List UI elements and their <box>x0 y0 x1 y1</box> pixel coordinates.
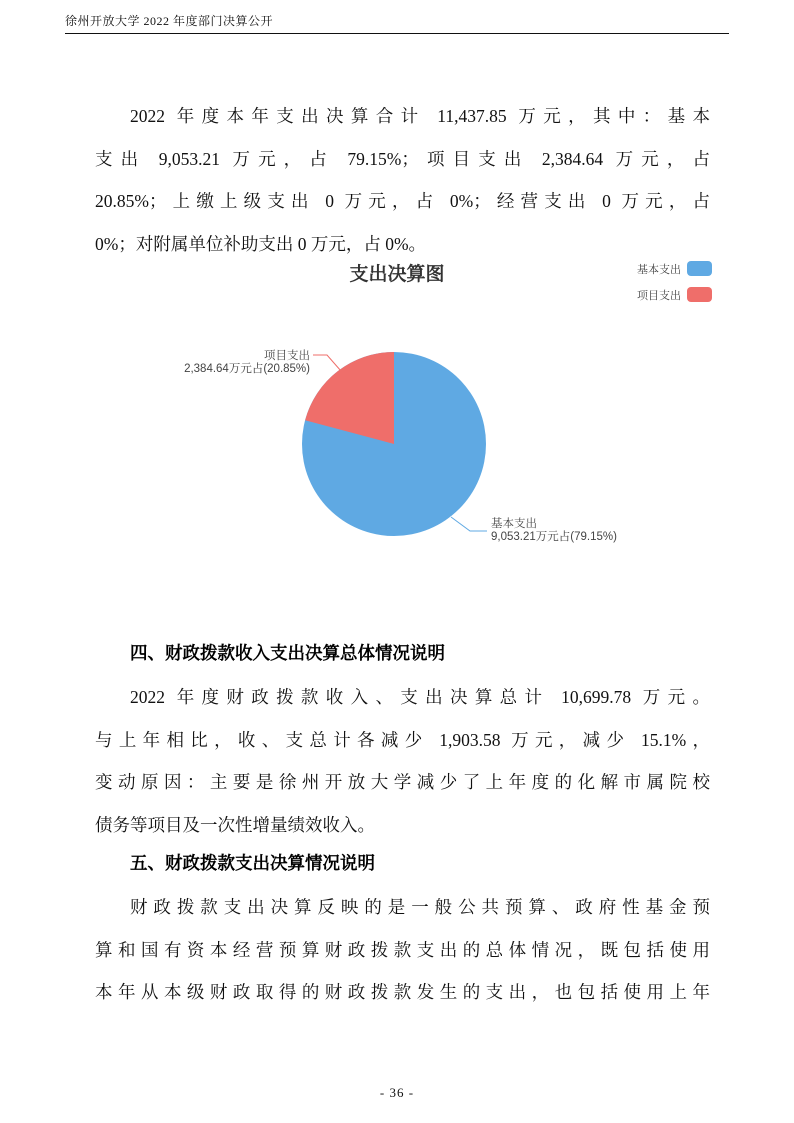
legend-swatch-icon <box>687 261 712 276</box>
page-header-title: 徐州开放大学 2022 年度部门决算公开 <box>65 14 274 28</box>
body-line: 算和国有资本经营预算财政拨款支出的总体情况，既包括使用 <box>95 939 710 960</box>
pie-label-basic-name: 基本支出 <box>491 518 537 530</box>
paragraph-section5 <box>95 886 710 1014</box>
body-line: 财政拨款支出决算反映的是一般公共预算、政府性基金预 <box>130 897 710 917</box>
chart-legend <box>637 261 712 313</box>
section-4-heading: 四、财政拨款收入支出决算总体情况说明 <box>130 643 445 663</box>
body-line: 与上年相比，收、支总计各减少 1,903.58 万元，减少 15.1%， <box>95 729 710 750</box>
header-rule <box>65 33 729 34</box>
paragraph-section4 <box>95 676 710 846</box>
pie-leader-line-basic <box>451 517 487 531</box>
legend-label: 基本支出 <box>637 263 681 276</box>
body-line: 0%；对附属单位补助支出 0 万元，占 0%。 <box>95 233 427 254</box>
pie-label-basic-value: 9,053.21万元占(79.15%) <box>491 531 617 543</box>
body-line: 2022 年度财政拨款收入、支出决算总计 10,699.78 万元。 <box>130 687 710 707</box>
body-line: 债务等项目及一次性增量绩效收入。 <box>95 814 375 835</box>
pie-label-project-name: 项目支出 <box>264 350 310 362</box>
chart-title: 支出决算图 <box>349 264 445 285</box>
body-line: 2022 年度本年支出决算合计 11,437.85 万元，其中：基本 <box>130 106 710 126</box>
paragraph-expenditure <box>95 95 710 265</box>
body-line: 20.85%；上缴上级支出 0 万元，占 0%；经营支出 0 万元，占 <box>95 191 710 211</box>
legend-label: 项目支出 <box>637 289 681 302</box>
legend-swatch-icon <box>687 287 712 302</box>
body-line: 本年从本级财政取得的财政拨款发生的支出，也包括使用上年 <box>95 982 710 1002</box>
body-line: 支出 9,053.21 万元，占 79.15%；项目支出 2,384.64 万元，占 <box>95 148 710 169</box>
pie-label-project-value: 2,384.64万元占(20.85%) <box>184 363 310 375</box>
body-line: 变动原因：主要是徐州开放大学减少了上年度的化解市属院校 <box>95 772 710 792</box>
pie-leader-line-project <box>313 355 341 371</box>
pie-chart <box>0 330 794 565</box>
legend-item-basic <box>637 261 712 276</box>
page-number: - 36 - <box>379 1085 415 1100</box>
section-5-heading: 五、财政拨款支出决算情况说明 <box>130 853 375 873</box>
legend-item-project <box>637 287 712 302</box>
